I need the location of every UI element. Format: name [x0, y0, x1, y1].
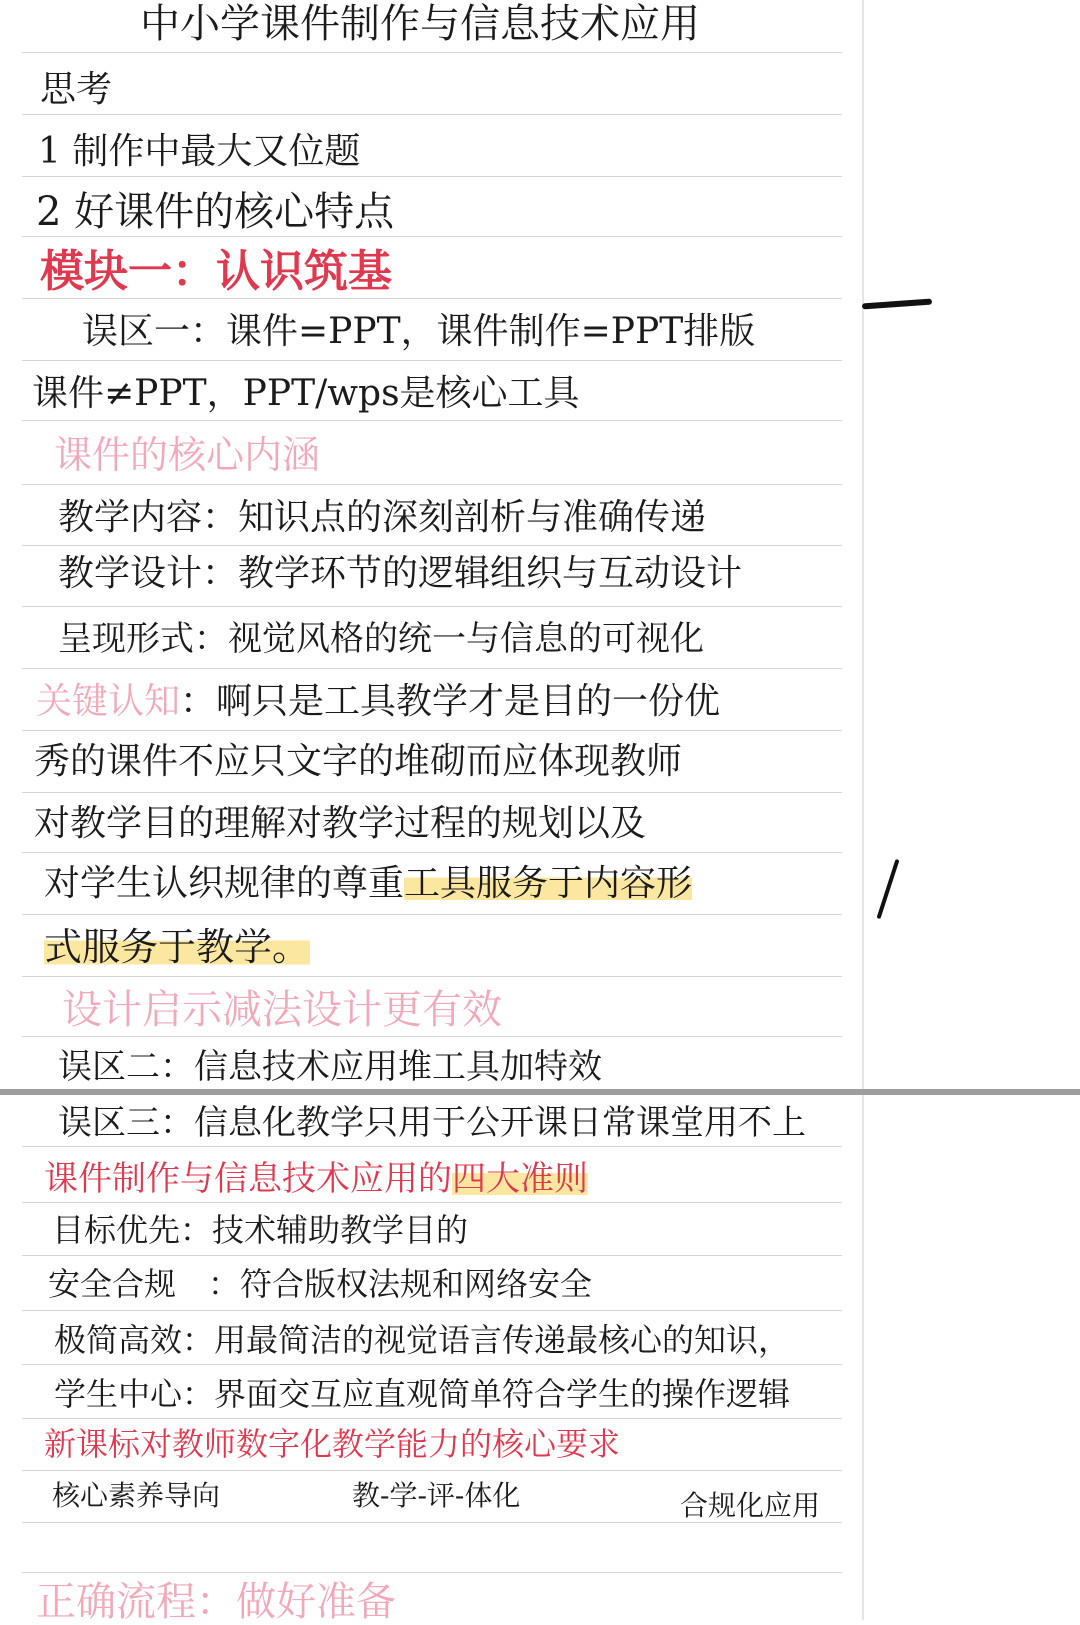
- photo-seam-divider: [0, 1089, 1080, 1095]
- ruled-line: [22, 545, 842, 546]
- four-principles-heading: [44, 1159, 588, 1199]
- ruled-line: [22, 1255, 842, 1256]
- ruled-line: [22, 420, 842, 421]
- ruled-line: [22, 852, 842, 853]
- question-2: 2 好课件的核心特点: [36, 189, 395, 235]
- core-meaning-heading: 课件的核心内涵: [54, 433, 321, 477]
- ruled-line: [22, 1146, 842, 1147]
- ruled-line: [22, 176, 842, 177]
- page-title: 中小学课件制作与信息技术应用: [140, 1, 700, 47]
- principle-4: 学生中心：界面交互应直观简单符合学生的操作逻辑: [54, 1375, 791, 1413]
- principle-2: 安全合规 ：符合版权法规和网络安全: [48, 1265, 593, 1303]
- ruled-line: [22, 914, 842, 915]
- myth-1: 误区一：课件=PPT，课件制作=PPT排版: [82, 311, 756, 352]
- requirement-1: 核心素养导向: [52, 1479, 221, 1512]
- ruled-line: [22, 484, 842, 485]
- ruled-line: [22, 52, 842, 53]
- key-insight-cont-4: [44, 925, 311, 969]
- principles-title: 课件制作与信息技术应用的: [44, 1159, 452, 1199]
- highlighted-text: 式服务于教学。: [44, 925, 311, 969]
- ruled-line: [22, 360, 842, 361]
- myth-1-answer: 课件≠PPT，PPT/wps是核心工具: [32, 373, 580, 414]
- margin-line: [862, 0, 864, 1620]
- ruled-line: [22, 792, 842, 793]
- principle-1: 目标优先：技术辅助教学目的: [52, 1211, 469, 1249]
- principles-highlight: 四大准则: [452, 1159, 588, 1199]
- ruled-line: [22, 1572, 842, 1573]
- ruled-line: [22, 668, 842, 669]
- requirement-3: 合规化应用: [680, 1489, 821, 1522]
- key-insight-cont-1: 秀的课件不应只文字的堆砌而应体现教师: [34, 741, 683, 782]
- ruled-line: [22, 114, 842, 115]
- ruled-line: [22, 298, 842, 299]
- ruled-line: [22, 1364, 842, 1365]
- presentation-form: 呈现形式：视觉风格的统一与信息的可视化: [58, 619, 704, 659]
- ruled-line: [22, 1310, 842, 1311]
- ruled-line: [22, 1522, 842, 1523]
- key-insight-text: ：啊只是工具教学才是目的一份优: [180, 681, 721, 722]
- myth-2: 误区二：信息技术应用堆工具加特效: [58, 1047, 602, 1087]
- key-insight-cont-2: 对教学目的理解对教学过程的规划以及: [34, 803, 647, 844]
- ruled-line: [22, 730, 842, 731]
- ruled-line: [22, 236, 842, 237]
- teaching-design: 教学设计：教学环节的逻辑组织与互动设计: [58, 553, 743, 594]
- ruled-line: [22, 1036, 842, 1037]
- pen-stroke-dash: [862, 299, 932, 310]
- new-standard-heading: 新课标对教师数字化教学能力的核心要求: [44, 1425, 621, 1463]
- teaching-content: 教学内容：知识点的深刻剖析与准确传递: [58, 497, 707, 538]
- key-insight-cont-3-plain: 对学生认织规律的尊重: [44, 863, 405, 904]
- pen-stroke-slash: [877, 859, 900, 919]
- principle-3: 极简高效：用最简洁的视觉语言传递最核心的知识，: [54, 1321, 791, 1359]
- ruled-line: [22, 1202, 842, 1203]
- key-insight-label: 关键认知: [36, 681, 181, 722]
- highlighted-text: 工具服务于内容形: [404, 863, 693, 904]
- ruled-line: [22, 1418, 842, 1419]
- think-label: 思考: [40, 69, 113, 110]
- correct-process-heading: 正确流程：做好准备: [36, 1579, 396, 1625]
- key-insight-line: [36, 681, 721, 722]
- ruled-line: [22, 1470, 842, 1471]
- ruled-line: [22, 606, 842, 607]
- key-insight-cont-3: [44, 863, 693, 904]
- requirement-2: 教-学-评-体化: [352, 1479, 521, 1512]
- ruled-line: [22, 976, 842, 977]
- module-1-heading: 模块一：认识筑基: [40, 246, 392, 297]
- myth-3: 误区三：信息化教学只用于公开课日常课堂用不上: [58, 1103, 806, 1143]
- design-hint: 设计启示减法设计更有效: [62, 987, 502, 1033]
- question-1: 1 制作中最大又位题: [38, 131, 361, 172]
